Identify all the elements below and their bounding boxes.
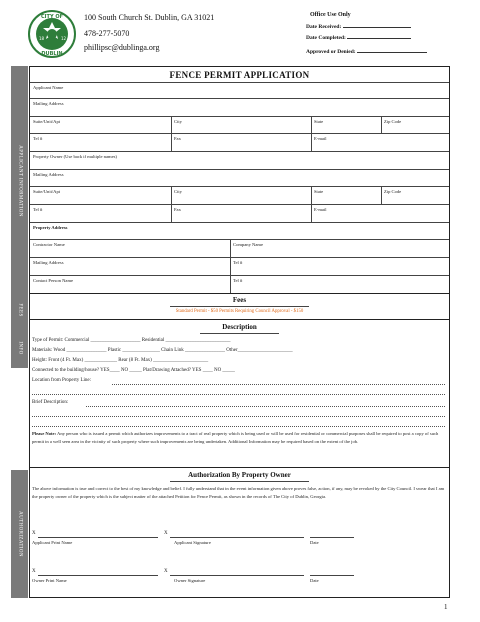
applicant-print-label: Applicant Print Name xyxy=(32,540,73,545)
date-completed-field[interactable] xyxy=(347,38,411,39)
materials-line[interactable]: Materials: Wood ________________ Plastic _______________ Chain Link ________________ Other______________________ xyxy=(32,348,293,353)
mailing-address-label[interactable]: Mailing Address xyxy=(33,101,64,106)
svg-text:12: 12 xyxy=(61,36,67,41)
email-label[interactable]: E-mail xyxy=(314,136,327,141)
fax-label[interactable]: Fax xyxy=(174,136,181,141)
property-address-label[interactable]: Property Address xyxy=(33,225,68,230)
fees-title: Fees xyxy=(232,296,247,304)
suite-label[interactable]: Suite/Unit/Apt xyxy=(33,119,61,124)
tel-3-label[interactable]: Tel # xyxy=(233,260,243,265)
mailing-address-2-label[interactable]: Mailing Address xyxy=(33,172,64,177)
owner-signature-field[interactable] xyxy=(170,575,304,576)
page-number: 1 xyxy=(444,603,448,611)
form-title: FENCE PERMIT APPLICATION xyxy=(169,70,310,80)
side-label-info: INFO xyxy=(11,328,28,368)
date-1-field[interactable] xyxy=(310,537,354,538)
approved-label: Approved or Denied: xyxy=(306,49,356,55)
x-mark-3: X xyxy=(32,569,36,574)
authorization-statement: The above information is true and correct to the best of my knowledge and belief. I fully understand that in the event information given above proves false, action, if any, may be revoked by the City Council. I swear that I am the property owner of the property which is the subject matter of the attached Petition for Fence Permit, as shown in the records of The City of Dublin, Georgia. xyxy=(32,486,445,499)
zip-label[interactable]: Zip Code xyxy=(384,119,402,124)
header-address: 100 South Church St. Dublin, GA 31021 xyxy=(84,13,215,22)
contact-person-label[interactable]: Contact Person Name xyxy=(33,278,74,283)
owner-print-field[interactable] xyxy=(38,575,158,576)
brief-description-field-2[interactable] xyxy=(32,416,445,417)
date-2-field[interactable] xyxy=(310,575,354,576)
side-label-authorization: AUTHORIZATION xyxy=(11,470,28,598)
brief-description-label: Brief Description: xyxy=(32,400,69,405)
location-field[interactable] xyxy=(112,384,445,385)
svg-text:DUBLIN: DUBLIN xyxy=(41,51,63,57)
height-line[interactable]: Height: Front (4 Ft. Max) _____________ Rear (8 Ft. Max) ______________________ xyxy=(32,358,209,363)
form-box xyxy=(29,66,450,598)
svg-text:18: 18 xyxy=(39,36,45,41)
side-label-applicant: APPLICANT INFORMATION xyxy=(11,66,28,296)
zip-2-label[interactable]: Zip Code xyxy=(384,189,402,194)
state-2-label[interactable]: State xyxy=(314,189,324,194)
description-title: Description xyxy=(222,323,257,331)
date-received-row xyxy=(306,24,411,30)
applicant-signature-field[interactable] xyxy=(170,537,304,538)
x-mark-2: X xyxy=(164,531,168,536)
header-phone: 478-277-5070 xyxy=(84,29,130,38)
date-received-label: Date Received: xyxy=(306,24,342,30)
tel-label[interactable]: Tel # xyxy=(33,136,43,141)
mailing-address-3-label[interactable]: Mailing Address xyxy=(33,260,64,265)
fax-2-label[interactable]: Fax xyxy=(174,207,181,212)
side-label-fees: FEES xyxy=(11,292,28,328)
brief-description-field-3[interactable] xyxy=(32,426,445,427)
connected-line[interactable]: Connected to the building/house? YES____ NO _____ Plat/Drawing Attached? YES ____ NO _____ xyxy=(32,368,235,373)
date-2-label: Date xyxy=(310,578,319,583)
email-2-label[interactable]: E-mail xyxy=(314,207,327,212)
fees-text: Standard Permit - $50 Permits Requiring Council Approval - $150 xyxy=(175,309,304,314)
svg-text:CITY OF: CITY OF xyxy=(41,14,63,20)
applicant-signature-label: Applicant Signature xyxy=(174,540,211,545)
state-label[interactable]: State xyxy=(314,119,324,124)
date-1-label: Date xyxy=(310,540,319,545)
location-field-2[interactable] xyxy=(32,394,445,395)
owner-print-label: Owner Print Name xyxy=(32,578,67,583)
property-owner-label[interactable]: Property Owner (Use back if multiple names) xyxy=(33,154,117,159)
approved-field[interactable] xyxy=(357,52,427,53)
city-label[interactable]: City xyxy=(174,119,182,124)
tel-4-label[interactable]: Tel # xyxy=(233,278,243,283)
header-email[interactable]: phillipsc@dublinga.org xyxy=(84,43,160,52)
date-received-field[interactable] xyxy=(343,27,411,28)
owner-signature-label: Owner Signature xyxy=(174,578,206,583)
please-note-text: Any person who is issued a permit which authorizes improvements to a tract of real property which is being used or will be used for residential or commercial purposes shall be required to post a copy of such permit in a well seen area in the vicinity of such property where such improvements are being undertaken. Additional Information may be required based on the extent of the job. xyxy=(32,431,439,444)
city-seal-logo xyxy=(28,10,76,58)
permit-type-line[interactable]: Type of Permit: Commercial ____________________ Residential __________________________ xyxy=(32,338,231,343)
applicant-print-field[interactable] xyxy=(38,537,158,538)
date-completed-row xyxy=(306,35,411,41)
office-use-title: Office Use Only xyxy=(310,12,351,18)
applicant-name-label[interactable]: Applicant Name xyxy=(33,85,64,90)
suite-2-label[interactable]: Suite/Unit/Apt xyxy=(33,189,61,194)
please-note xyxy=(32,430,445,446)
brief-description-field[interactable] xyxy=(86,406,445,407)
location-label: Location from Property Line: xyxy=(32,378,92,383)
contractor-name-label[interactable]: Contractor Name xyxy=(33,242,65,247)
date-completed-label: Date Completed: xyxy=(306,35,346,41)
city-2-label[interactable]: City xyxy=(174,189,182,194)
please-note-label: Please Note: xyxy=(32,431,57,436)
approved-row xyxy=(306,49,427,55)
company-name-label[interactable]: Company Name xyxy=(233,242,263,247)
x-mark-1: X xyxy=(32,531,36,536)
x-mark-4: X xyxy=(164,569,168,574)
authorization-title: Authorization By Property Owner xyxy=(188,471,291,479)
tel-2-label[interactable]: Tel # xyxy=(33,207,43,212)
